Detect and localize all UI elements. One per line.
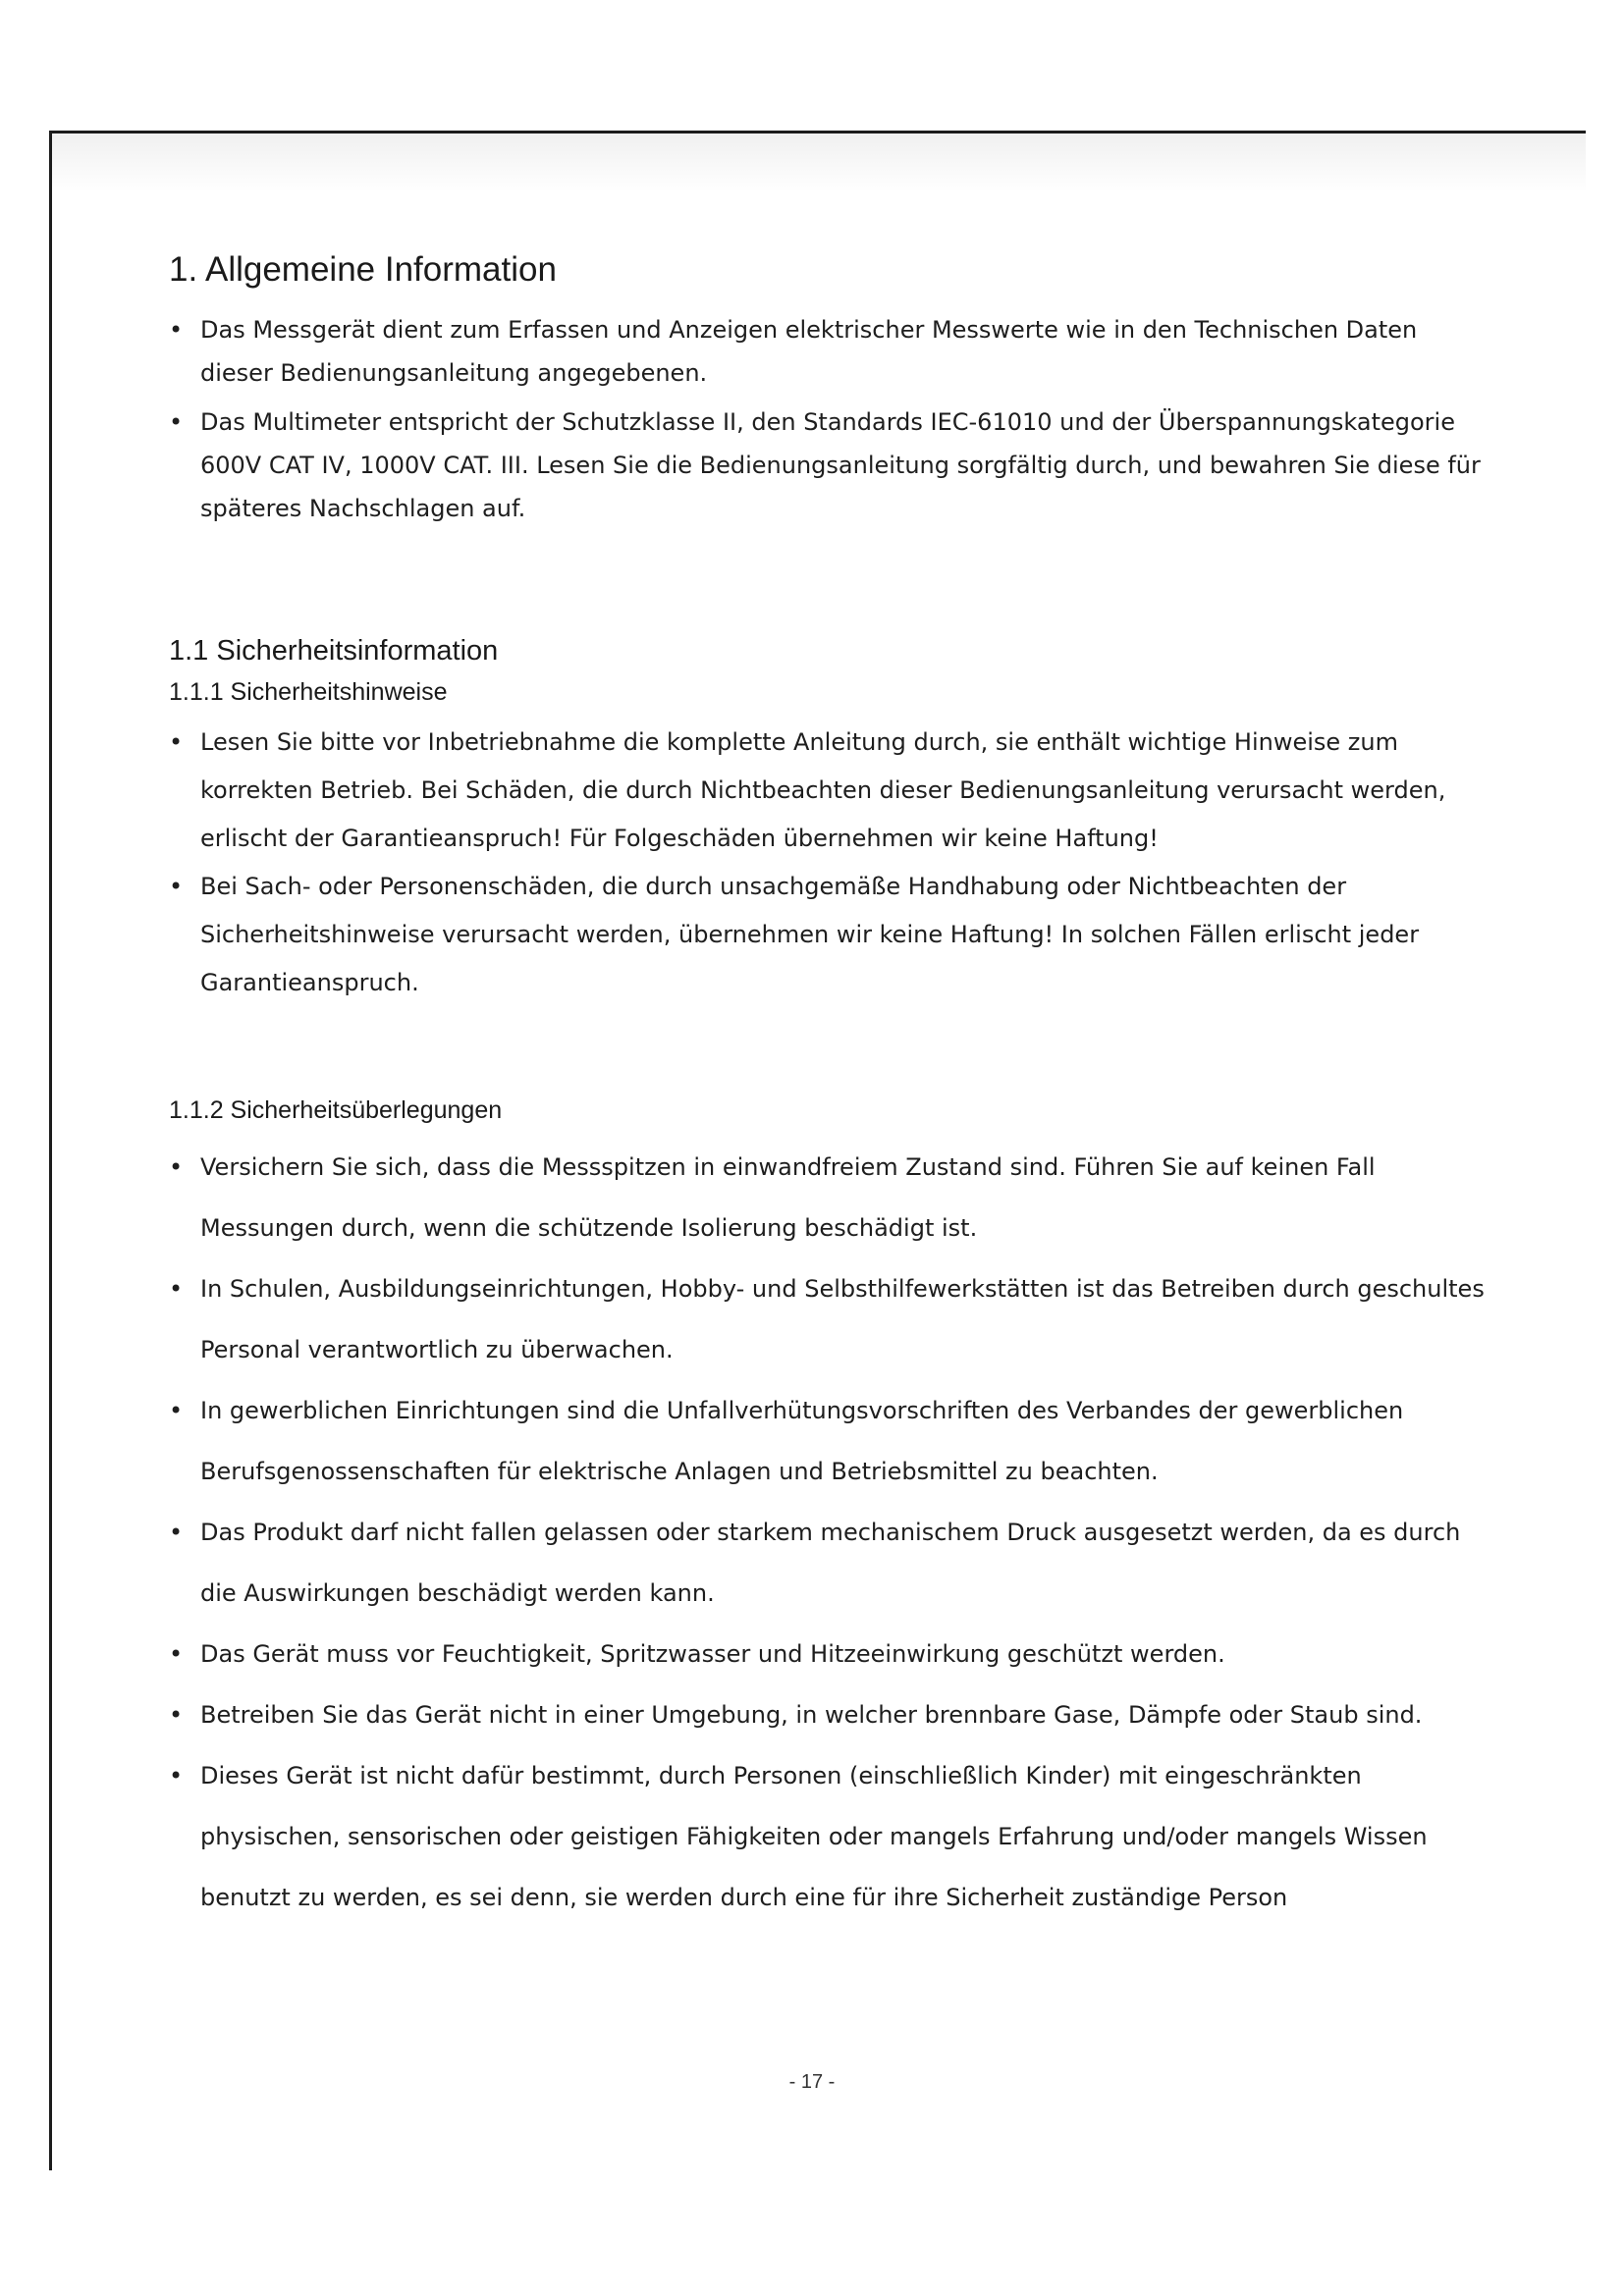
- list-item-text: Das Multimeter entspricht der Schutzklasse II, den Standards IEC-61010 und der Überspannungskategorie 600V CAT IV, 1000V CAT. III. Lesen Sie die Bedienungsanleitung sorgfältig durch, und bewahren Sie diese für späteres Nachschlagen auf.: [200, 408, 1481, 522]
- frame-left-rule: [49, 131, 52, 2170]
- list-item: [169, 1380, 1485, 1502]
- header-shade: [52, 133, 1586, 192]
- safety-considerations-list: [169, 1137, 1485, 1928]
- list-item: [169, 400, 1485, 530]
- section-title-safety-notes: 1.1.1 Sicherheitshinweise: [169, 678, 448, 706]
- page-number: - 17 -: [788, 2071, 836, 2093]
- list-item-text: Dieses Gerät ist nicht dafür bestimmt, durch Personen (einschließlich Kinder) mit eingeschränkten physischen, sensorischen oder geistigen Fähigkeiten oder mangels Erfahrung und/oder mangels Wissen benutzt zu werden, es sei denn, sie werden durch eine für ihre Sicherheit zuständige Person: [200, 1762, 1428, 1911]
- list-item: [169, 1502, 1485, 1624]
- list-item-text: Bei Sach- oder Personenschäden, die durch unsachgemäße Handhabung oder Nichtbeachten der Sicherheitshinweise verursacht werden, übernehmen wir keine Haftung! In solchen Fällen erlischt jeder Garantieanspruch.: [200, 873, 1420, 996]
- list-item-text: Das Gerät muss vor Feuchtigkeit, Spritzwasser und Hitzeeinwirkung geschützt werden.: [200, 1640, 1225, 1668]
- list-item-text: Das Messgerät dient zum Erfassen und Anzeigen elektrischer Messwerte wie in den Technischen Daten dieser Bedienungsanleitung angegebenen.: [200, 316, 1418, 387]
- bullet-icon: •: [169, 728, 184, 756]
- section-title-general-information: 1. Allgemeine Information: [169, 250, 557, 289]
- list-item: [169, 1624, 1485, 1684]
- list-item-text: Versichern Sie sich, dass die Messspitzen in einwandfreiem Zustand sind. Führen Sie auf keinen Fall Messungen durch, wenn die schützende Isolierung beschädigt ist.: [200, 1153, 1376, 1242]
- bullet-icon: •: [169, 1701, 184, 1729]
- list-item-text: In gewerblichen Einrichtungen sind die Unfallverhütungsvorschriften des Verbandes der gewerblichen Berufsgenossenschaften für elektrische Anlagen und Betriebsmittel zu beachten.: [200, 1397, 1404, 1485]
- section-title-safety-information: 1.1 Sicherheitsinformation: [169, 635, 499, 667]
- list-item: [169, 1258, 1485, 1380]
- frame-top-rule: [49, 131, 1586, 133]
- list-item-text: Lesen Sie bitte vor Inbetriebnahme die komplette Anleitung durch, sie enthält wichtige Hinweise zum korrekten Betrieb. Bei Schäden, die durch Nichtbeachten dieser Bedienungsanleitung verursacht werden, erlischt der Garantieanspruch! Für Folgeschäden übernehmen wir keine Haftung!: [200, 728, 1446, 852]
- bullet-icon: •: [169, 408, 184, 436]
- bullet-icon: •: [169, 1153, 184, 1181]
- list-item-text: Das Produkt darf nicht fallen gelassen oder starkem mechanischem Druck ausgesetzt werden, da es durch die Auswirkungen beschädigt werden kann.: [200, 1519, 1461, 1607]
- list-item-text: Betreiben Sie das Gerät nicht in einer Umgebung, in welcher brennbare Gase, Dämpfe oder Staub sind.: [200, 1701, 1423, 1729]
- list-item: [169, 1137, 1485, 1258]
- bullet-icon: •: [169, 316, 184, 344]
- bullet-icon: •: [169, 1275, 184, 1303]
- section-title-safety-considerations: 1.1.2 Sicherheitsüberlegungen: [169, 1096, 503, 1124]
- spacer: [169, 1007, 1485, 1090]
- list-item-text: In Schulen, Ausbildungseinrichtungen, Hobby- und Selbsthilfewerkstätten ist das Betreiben durch geschultes Personal verantwortlich zu überwachen.: [200, 1275, 1485, 1363]
- bullet-icon: •: [169, 1519, 184, 1546]
- spacer: [169, 536, 1485, 630]
- list-item: [169, 1684, 1485, 1745]
- bullet-icon: •: [169, 873, 184, 900]
- list-item: [169, 863, 1485, 1007]
- bullet-icon: •: [169, 1397, 184, 1424]
- bullet-icon: •: [169, 1640, 184, 1668]
- list-item: [169, 1745, 1485, 1928]
- bullet-icon: •: [169, 1762, 184, 1789]
- page-content: [169, 245, 1485, 1928]
- safety-notes-list: [169, 719, 1485, 1007]
- general-information-list: [169, 308, 1485, 530]
- list-item: [169, 308, 1485, 395]
- list-item: [169, 719, 1485, 863]
